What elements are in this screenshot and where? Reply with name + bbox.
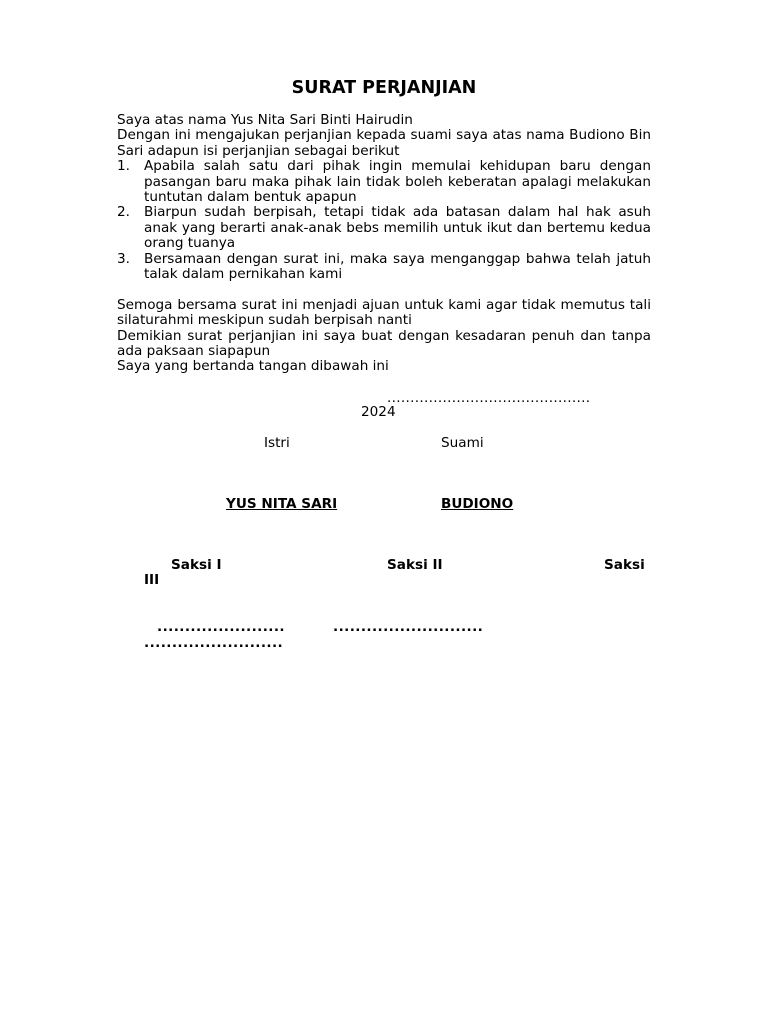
paragraph-gap xyxy=(117,282,651,297)
signer-name-wife: YUS NITA SARI xyxy=(226,496,338,512)
agreement-item xyxy=(117,252,651,283)
document-title: SURAT PERJANJIAN xyxy=(291,78,477,98)
signer-name-husband: BUDIONO xyxy=(441,496,514,512)
witness-label-2: Saksi II xyxy=(387,557,443,573)
date-placeholder: ............................................ xyxy=(387,390,591,406)
role-husband: Suami xyxy=(441,435,484,451)
item-text: Bersamaan dengan surat ini, maka saya menganggap bahwa telah jatuh talak dalam pernikahan kami xyxy=(144,250,651,283)
item-text: Biarpun sudah berpisah, tetapi tidak ada batasan dalam hal hak asuh anak yang berarti anak-anak bebs memilih untuk ikut dan bertemu kedua orang tuanya xyxy=(144,204,651,252)
witness-signature-line-2: ........................... xyxy=(333,619,484,635)
date-year: 2024 xyxy=(361,404,396,420)
closing-line-statement: Demikian surat perjanjian ini saya buat dengan kesadaran penuh dan tanpa ada paksaan siapapun xyxy=(117,327,651,360)
agreement-item xyxy=(117,205,651,251)
item-number: 3. xyxy=(117,250,130,267)
witness-label-3: Saksi xyxy=(604,557,645,573)
intro-line-name: Saya atas nama Yus Nita Sari Binti Hairudin xyxy=(117,112,413,128)
agreement-list xyxy=(117,159,651,282)
closing-line-hope: Semoga bersama surat ini menjadi ajuan untuk kami agar tidak memutus tali silaturahmi meskipun sudah berpisah nanti xyxy=(117,296,651,329)
witness-label-3-numeral: III xyxy=(144,572,160,588)
witness-label-1: Saksi I xyxy=(171,557,222,573)
closing-line-signers: Saya yang bertanda tangan dibawah ini xyxy=(117,358,389,375)
item-number: 1. xyxy=(117,158,130,175)
document-body xyxy=(117,113,651,375)
role-wife: Istri xyxy=(264,435,290,451)
witness-signature-line-1: ....................... xyxy=(157,619,285,635)
agreement-item xyxy=(117,159,651,205)
intro-line-purpose: Dengan ini mengajukan perjanjian kepada suami saya atas nama Budiono Bin Sari adapun isi perjanjian sebagai berikut xyxy=(117,127,651,159)
item-text: Apabila salah satu dari pihak ingin memulai kehidupan baru dengan pasangan baru maka pihak lain tidak boleh keberatan apalagi melakukan tuntutan dalam bentuk apapun xyxy=(144,158,651,206)
item-number: 2. xyxy=(117,204,130,221)
witness-signature-line-3: ......................... xyxy=(144,635,284,651)
